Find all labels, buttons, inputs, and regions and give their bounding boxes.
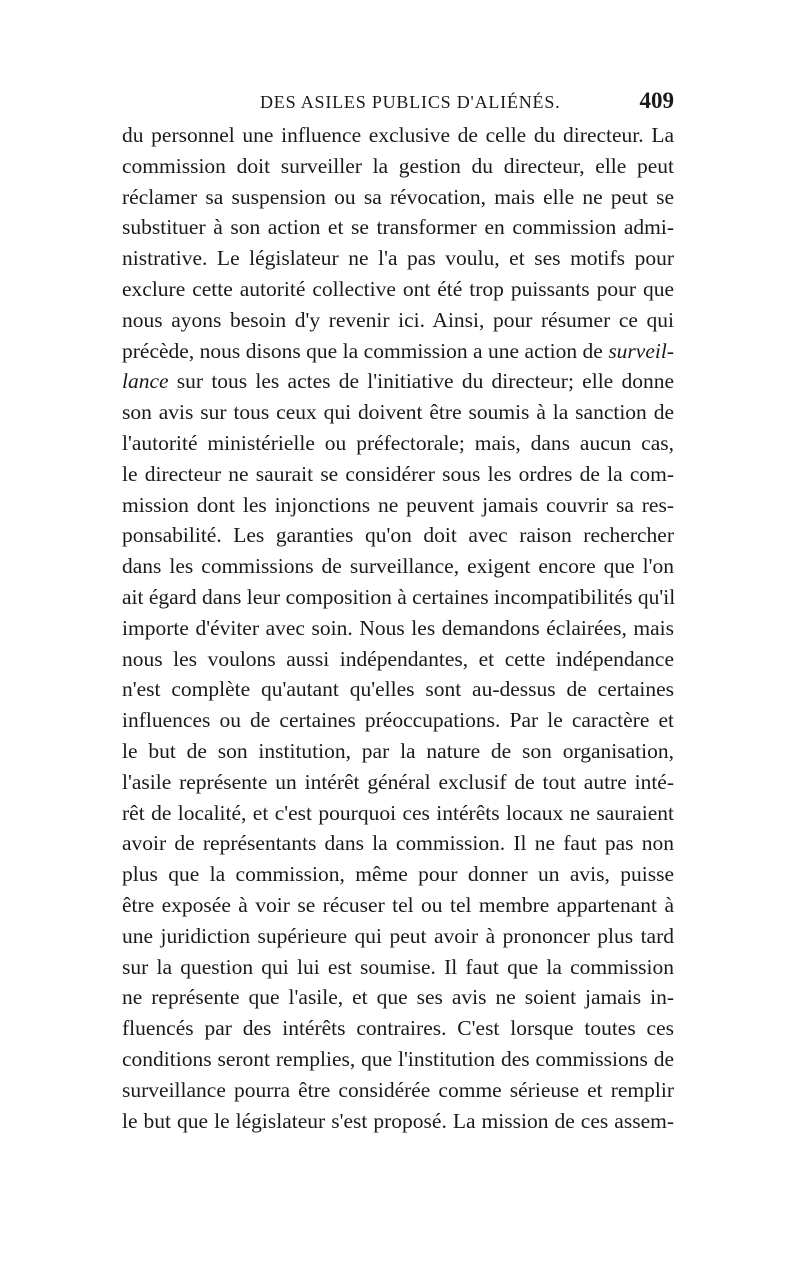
text-line: nous les voulons aussi indépendantes, et cette indépendance xyxy=(122,646,674,671)
body-text xyxy=(122,120,674,1136)
text-line xyxy=(122,366,674,397)
text-line xyxy=(122,336,674,367)
text-line: influences ou de certaines préoccupations. Par le caractère et xyxy=(122,708,674,733)
text-line: le but de son institution, par la nature de son organisation, xyxy=(122,738,674,763)
text-line: substituer à son action et se transformer en commission admi- xyxy=(122,215,674,240)
text-segment: précède, nous disons que la commission a une action de xyxy=(122,338,609,363)
text-line: le directeur ne saurait se considérer sous les ordres de la com- xyxy=(122,461,674,486)
text-line: ait égard dans leur composition à certaines incompatibilités qu'il xyxy=(122,584,676,609)
text-line: conditions seront remplies, que l'institution des commissions de xyxy=(122,1046,674,1071)
text-line: plus que la commission, même pour donner un avis, puisse xyxy=(122,862,674,887)
text-line: ne représente que l'asile, et que ses avis ne soient jamais in- xyxy=(122,985,674,1010)
text-line: surveillance pourra être considérée comme sérieuse et remplir xyxy=(122,1077,674,1102)
text-line: une juridiction supérieure qui peut avoir à prononcer plus tard xyxy=(122,923,674,948)
text-line: mission dont les injonctions ne peuvent jamais couvrir sa res- xyxy=(122,492,674,517)
emphasized-word: surveil- xyxy=(608,338,674,363)
running-title: DES ASILES PUBLICS D'ALIÉNÉS. xyxy=(260,92,561,112)
text-line: nistrative. Le législateur ne l'a pas voulu, et ses motifs pour xyxy=(122,246,674,271)
text-line: ponsabilité. Les garanties qu'on doit avec raison rechercher xyxy=(122,523,674,548)
text-segment: sur tous les actes de l'initiative du directeur; elle donne xyxy=(168,369,674,394)
text-line: avoir de représentants dans la commission. Il ne faut pas non xyxy=(122,831,674,856)
text-line: exclure cette autorité collective ont été trop puissants pour que xyxy=(122,276,674,301)
text-line: n'est complète qu'autant qu'elles sont au-dessus de certaines xyxy=(122,677,674,702)
text-line: l'autorité ministérielle ou préfectorale; mais, dans aucun cas, xyxy=(122,430,674,455)
emphasized-word: lance xyxy=(122,369,169,394)
text-line: fluencés par des intérêts contraires. C'est lorsque toutes ces xyxy=(122,1016,674,1041)
text-line: importe d'éviter avec soin. Nous les demandons éclairées, mais xyxy=(122,615,674,640)
running-header xyxy=(122,88,674,120)
text-line: du personnel une influence exclusive de celle du directeur. La xyxy=(122,123,674,147)
text-line: réclamer sa suspension ou sa révocation, mais elle ne peut se xyxy=(122,184,674,209)
text-line: sur la question qui lui est soumise. Il faut que la commission xyxy=(122,954,674,979)
text-line: le but que le législateur s'est proposé. La mission de ces assem- xyxy=(122,1108,674,1133)
page-number: 409 xyxy=(639,88,674,113)
text-line: commission doit surveiller la gestion du directeur, elle peut xyxy=(122,153,674,178)
text-line: dans les commissions de surveillance, exigent encore que l'on xyxy=(122,554,674,579)
text-line: son avis sur tous ceux qui doivent être soumis à la sanction de xyxy=(122,400,674,425)
text-line: rêt de localité, et c'est pourquoi ces intérêts locaux ne sauraient xyxy=(122,800,674,825)
text-line: l'asile représente un intérêt général exclusif de tout autre inté- xyxy=(122,769,674,794)
text-line: nous ayons besoin d'y revenir ici. Ainsi, pour résumer ce qui xyxy=(122,307,674,332)
text-line: être exposée à voir se récuser tel ou tel membre appartenant à xyxy=(122,892,674,917)
